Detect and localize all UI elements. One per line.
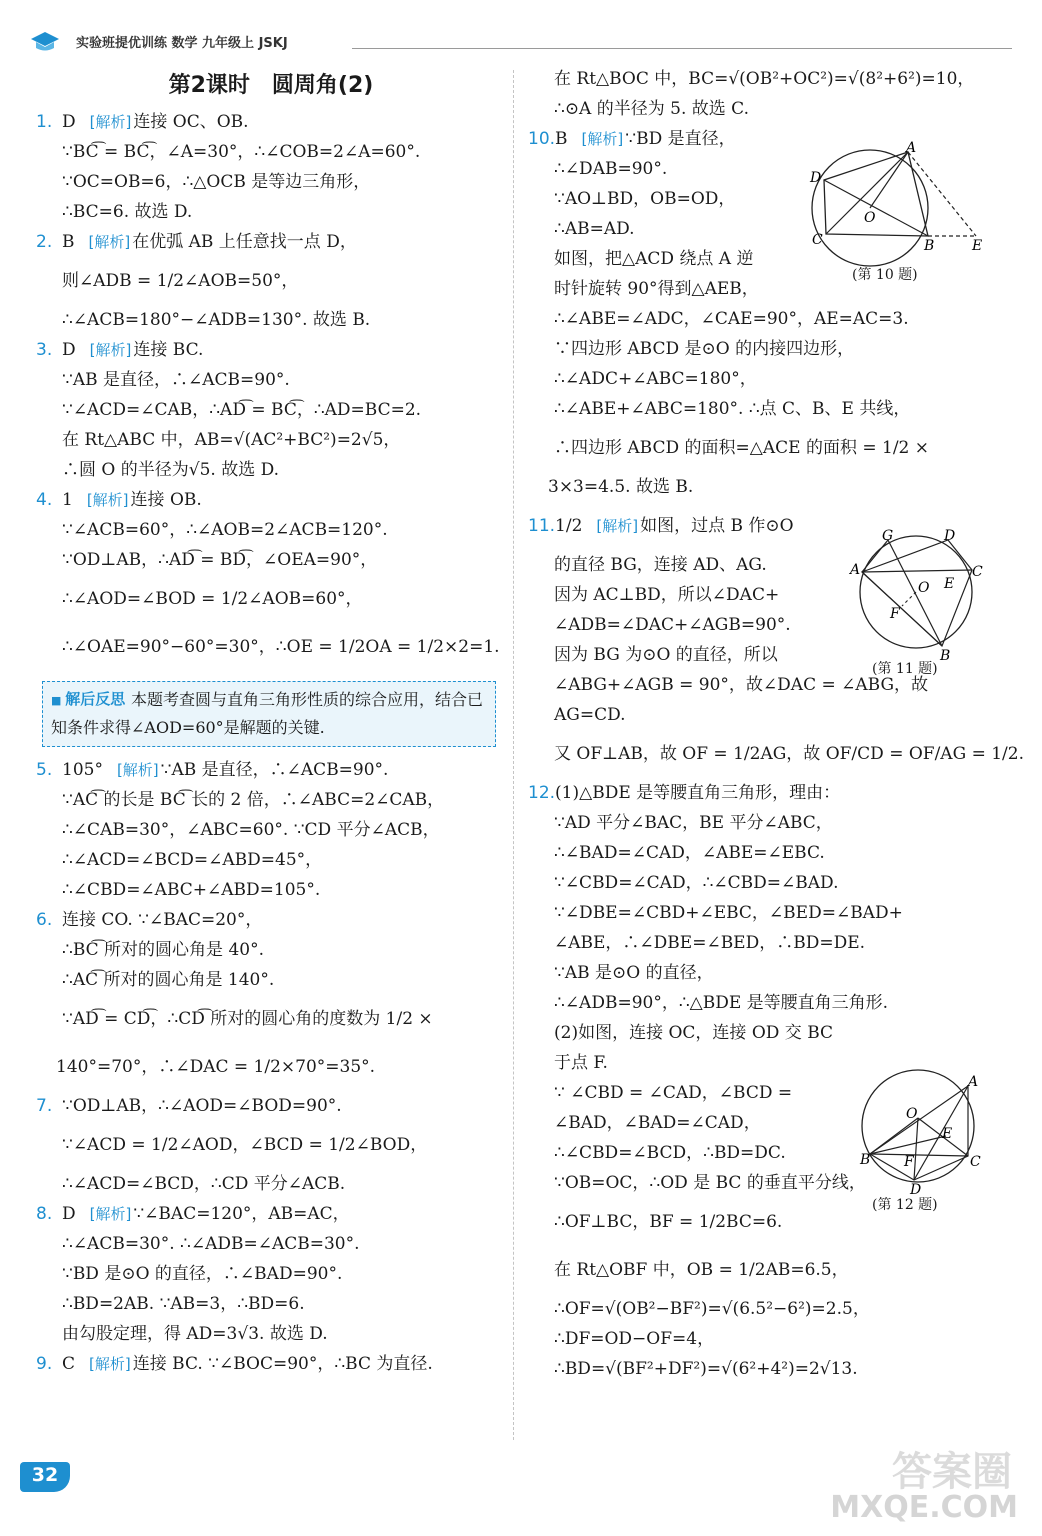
solution-line [528,94,998,124]
fig10-label-C: C [812,232,823,248]
fig10-label-E: E [972,238,983,254]
solution-line [528,1354,998,1384]
answer-choice: 1/2 [555,516,583,536]
solution-line [528,988,998,1018]
solution-line [36,107,506,137]
fig11-label-G: G [882,528,894,544]
question-number: 3. [36,340,53,360]
solution-line [36,1229,506,1259]
solution-line [36,845,506,875]
solution-text: ∴圆 O 的半径为√5. 故选 D. [62,460,280,480]
solution-text: 由勾股定理，得 AD=3√3. 故选 D. [62,1324,328,1344]
solution-text: ∴∠AOD=∠BOD = 1/2∠AOB=60°， [62,589,363,609]
reflection-box [42,681,496,747]
fig12-label-D: D [910,1182,922,1196]
solution-line [36,365,506,395]
figure-10-diagram [808,140,998,270]
solution-text: ∵∠CBD=∠CAD，∴∠CBD=∠BAD. [554,873,839,893]
solution-line [528,958,998,988]
solution-text: ∴BC͡ 所对的圆心角是 40°. [62,940,264,960]
solution-text: ∴四边形 ABCD 的面积=△ACE 的面积 = 1/2 × [554,438,930,458]
solution-text: 在 Rt△BOC 中，BC=√(OB²+OC²)=√(8²+6²)=10， [554,69,975,89]
solution-text: ∵AO⊥BD，OB=OD， [554,189,736,209]
solution-line [36,257,506,305]
figure-10 [808,140,998,290]
solution-text: ∴∠CBD=∠ABC+∠ABD=105°. [62,880,321,900]
solution-line [36,1349,506,1379]
solution-text: 因为 BG 为⊙O 的直径，所以 [554,645,778,665]
analysis-tag: [解析] [116,761,159,779]
solution-text: ∴BD=2AB. ∵AB=3，∴BD=6. [62,1294,305,1314]
solution-text: ∵AB 是直径，∴∠ACB=90°. [160,760,389,780]
solution-line [528,394,998,424]
answer-choice: B [555,129,568,149]
solution-text: (1)△BDE 是等腰直角三角形，理由： [555,783,841,803]
fig12-label-A: A [968,1074,979,1090]
solution-text: ∵∠ACD=∠CAB，∴AD͡ = BC͡，∴AD=BC=2. [62,400,422,420]
solution-line [36,785,506,815]
answer-choice: C [62,1354,76,1374]
solution-text: 在 Rt△ABC 中，AB=√(AC²+BC²)=2√5， [62,430,401,450]
solution-line [36,815,506,845]
solution-text: (2)如图，连接 OC，连接 OD 交 BC [554,1023,834,1043]
solution-text: 时针旋转 90°得到△AEB， [554,279,759,299]
solution-line [528,700,998,730]
answer-choice: D [62,1204,76,1224]
solution-line [36,455,506,485]
solution-text: 连接 CO. ∵∠BAC=20°， [62,910,263,930]
question-number: 8. [36,1204,53,1224]
solution-text: 连接 BC. [133,340,204,360]
solution-text: ∵∠DBE=∠CBD+∠EBC，∠BED=∠BAD+ [554,903,903,923]
analysis-tag: [解析] [89,1355,131,1373]
answer-choice: D [62,112,76,132]
solution-text: ∵四边形 ABCD 是⊙O 的内接四边形， [554,339,855,359]
analysis-tag: [解析] [89,1205,132,1223]
section-title: 第2课时 圆周角(2) [168,73,374,98]
fig12-label-C: C [970,1154,981,1170]
solution-text: 如图，把△ACD 绕点 A 逆 [554,249,754,269]
watermark-logo-text: 答案圈 [892,1448,1012,1495]
solution-line [36,137,506,167]
solution-line [36,305,506,335]
solution-line [36,395,506,425]
fig10-label-B: B [924,238,935,254]
figure-10-caption: (第 10 题) [852,267,918,283]
solution-line [36,1043,506,1091]
page-number: 32 [31,1464,59,1486]
fig12-label-E: E [942,1126,953,1142]
question-number: 2. [36,232,53,252]
solution-text: 在优弧 AB 上任意找一点 D， [132,232,357,252]
solution-text: AG=CD. [554,705,626,725]
solution-text: ∵AB 是⊙O 的直径， [554,963,714,983]
solution-text: ∠BAD，∠BAD=∠CAD， [554,1113,761,1133]
fig10-label-O: O [864,210,876,226]
fig10-label-D: D [810,170,822,186]
reflection-text: 本题考查圆与直角三角形性质的综合应用，结合已知条件求得∠AOD=60°是解题的关键. [51,690,484,737]
solution-text: ∵AC͡ 的长是 BC͡ 长的 2 倍，∴∠ABC=2∠CAB， [62,790,445,810]
solution-text: ∵∠BAC=120°，AB=AC， [133,1204,350,1224]
solution-line [528,334,998,364]
solution-line [528,424,998,472]
figure-12-caption: (第 12 题) [872,1197,938,1213]
reflection-tag: ■ 解后反思 [51,688,125,709]
analysis-tag: [解析] [89,113,132,131]
fig11-label-O: O [918,580,930,596]
solution-line [36,755,506,785]
solution-text: ∴∠ABE=∠ADC，∠CAE=90°，AE=AC=3. [554,309,909,329]
solution-line [36,935,506,965]
solution-text: ∴∠ACB=30°. ∴∠ADB=∠ACB=30°. [62,1234,360,1254]
solution-line [36,875,506,905]
solution-text: ∴∠DAB=90°. [554,159,668,179]
solution-text: 连接 OB. [130,490,202,510]
solution-line [528,868,998,898]
solution-line [528,1018,998,1048]
solution-text: ∴BC=6. 故选 D. [62,202,193,222]
solution-text: ∵ ∠CBD = ∠CAD，∠BCD = [554,1083,793,1103]
solution-line [36,1259,506,1289]
solution-line [36,545,506,575]
analysis-tag: [解析] [89,341,132,359]
analysis-tag: [解析] [86,491,129,509]
fig12-label-O: O [906,1106,918,1122]
figure-11-caption: (第 11 题) [872,661,938,677]
answer-choice: D [62,340,76,360]
solution-text: ∴⊙A 的半径为 5. 故选 C. [554,99,749,119]
solution-line [528,472,998,502]
solution-text: ∴∠ADC+∠ABC=180°， [554,369,757,389]
solution-line [36,515,506,545]
fig10-label-A: A [906,140,917,156]
left-lines [36,107,506,671]
column-divider [513,70,515,1440]
question-number: 6. [36,910,53,930]
answer-choice: 105° [62,760,103,780]
solution-text: ∴OF⊥BC，BF = 1/2BC=6. [554,1212,783,1232]
fig11-label-B: B [940,648,951,662]
solution-text: ∴∠ABE+∠ABC=180°. ∴点 C、B、E 共线， [554,399,911,419]
solution-text: 则∠ADB = 1/2∠AOB=50°， [62,271,299,291]
page-number-badge [20,1462,70,1492]
header-title: 实验班提优训练 数学 九年级上 JSKJ [76,36,288,51]
solution-text: ∠ADB=∠DAC+∠AGB=90°. [554,615,791,635]
solution-line [36,905,506,935]
solution-text: 在 Rt△OBF 中，OB = 1/2AB=6.5， [554,1260,849,1280]
solution-text: ∵AD͡ = CD͡，∴CD͡ 所对的圆心角的度数为 1/2 × [62,1009,433,1029]
solution-text: ∴∠CBD=∠BCD，∴BD=DC. [554,1143,786,1163]
solution-line [528,730,1024,778]
watermark-site-text: MXQE.COM [830,1490,1018,1525]
solution-line [36,575,506,623]
figure-12 [858,1066,998,1216]
solution-line [528,304,998,334]
solution-text: 连接 BC. ∵∠BOC=90°，∴BC 为直径. [132,1354,433,1374]
solution-line [36,227,506,257]
analysis-tag: [解析] [596,517,639,535]
solution-text: ∵BD 是⊙O 的直径，∴∠BAD=90°. [62,1264,343,1284]
solution-line [36,965,506,995]
solution-line [528,898,998,928]
solution-text: ∵BD 是直径， [625,129,736,149]
solution-text: ∵BC͡ = BC͡，∠A=30°，∴∠COB=2∠A=60°. [62,142,421,162]
solution-line [36,167,506,197]
analysis-tag: [解析] [581,130,624,148]
solution-line [36,425,506,455]
solution-text: 的直径 BG，连接 AD、AG. [554,555,767,575]
solution-line [36,1319,506,1349]
question-number: 1. [36,112,53,132]
solution-line [36,335,506,365]
solution-text: 如图，过点 B 作⊙O [640,516,794,536]
solution-text: ∴DF=OD−OF=4， [554,1329,715,1349]
left-lines-2 [36,755,506,1379]
solution-line [528,64,998,94]
solution-text: ∴∠CAB=30°，∠ABC=60°. ∵CD 平分∠ACB， [62,820,440,840]
left-column [36,64,506,1379]
solution-text: 于点 F. [554,1053,608,1073]
solution-line [36,1091,506,1121]
solution-text: ∴BD=√(BF²+DF²)=√(6²+4²)=2√13. [554,1359,858,1379]
header-rule [352,48,1012,49]
solution-line [528,778,998,808]
fig11-label-E: E [944,576,955,592]
solution-text: ∵AD 平分∠BAC，BE 平分∠ABC， [554,813,833,833]
solution-line [36,995,506,1043]
solution-text: ∵OC=OB=6，∴△OCB 是等边三角形， [62,172,371,192]
solution-line [36,1289,506,1319]
solution-text: ∴∠OAE=90°−60°=30°，∴OE = 1/2OA = 1/2×2=1. [62,637,500,657]
solution-text: ∵OD⊥AB，∴∠AOD=∠BOD=90°. [62,1096,342,1116]
solution-text: 连接 OC、OB. [133,112,249,132]
solution-text: 因为 AC⊥BD，所以∠DAC+ [554,585,780,605]
fig12-label-F: F [904,1154,914,1170]
question-number: 12. [528,783,556,803]
solution-line [36,1199,506,1229]
answer-choice: 1 [62,490,73,510]
question-number: 10. [528,129,556,149]
solution-text: ∠ABG+∠AGB = 90°，故∠DAC = ∠ABG，故 [554,675,929,695]
solution-text: ∵OB=OC，∴OD 是 BC 的垂直平分线， [554,1173,866,1193]
solution-line [528,364,998,394]
question-number: 7. [36,1096,53,1116]
fig12-label-B: B [860,1152,871,1168]
fig11-label-A: A [850,562,861,578]
solution-text: ∠ABE，∴∠DBE=∠BED，∴BD=DE. [554,933,866,953]
solution-line [36,485,506,515]
solution-line [36,1121,506,1169]
solution-text: ∵∠ACB=60°，∴∠AOB=2∠ACB=120°. [62,520,388,540]
page-header [30,28,990,58]
solution-line [528,1294,998,1324]
solution-text: ∵AB 是直径，∴∠ACB=90°. [62,370,290,390]
solution-line [528,838,998,868]
solution-text: 3×3=4.5. 故选 B. [548,477,694,497]
question-number: 11. [528,516,556,536]
solution-line [528,808,998,838]
figure-12-diagram [858,1066,998,1196]
figure-11 [848,528,998,678]
solution-line [36,1169,506,1199]
solution-line [528,928,998,958]
fig11-label-D: D [944,528,956,544]
solution-line [36,623,506,671]
solution-line [36,197,506,227]
solution-text: ∵∠ACD = 1/2∠AOD，∠BCD = 1/2∠BOD， [62,1135,428,1155]
solution-line [528,1246,998,1294]
fig11-label-F: F [890,606,900,622]
solution-text: ∵OD⊥AB，∴AD͡ = BD͡，∠OEA=90°， [62,550,378,570]
watermark [830,1440,1018,1526]
solution-text: ∴∠ACB=180°−∠ADB=130°. 故选 B. [62,310,371,330]
question-number: 9. [36,1354,53,1374]
fig11-label-C: C [972,564,983,580]
analysis-tag: [解析] [88,233,131,251]
solution-text: ∴∠BAD=∠CAD，∠ABE=∠EBC. [554,843,825,863]
solution-text: 又 OF⊥AB，故 OF = 1/2AG，故 OF/CD = OF/AG = 1/2. [554,744,1024,764]
solution-text: 140°=70°，∴∠DAC = 1/2×70°=35°. [56,1057,376,1077]
figure-11-diagram [848,528,998,662]
question-number: 4. [36,490,53,510]
answer-choice: B [62,232,75,252]
solution-text: ∴OF=√(OB²−BF²)=√(6.5²−6²)=2.5， [554,1299,870,1319]
solution-line [528,1324,998,1354]
question-number: 5. [36,760,53,780]
solution-text: ∴AB=AD. [554,219,635,239]
solution-text: ∴AC͡ 所对的圆心角是 140°. [62,970,275,990]
solution-text: ∴∠ACD=∠BCD=∠ABD=45°， [62,850,323,870]
solution-text: ∴∠ACD=∠BCD，∴CD 平分∠ACB. [62,1174,346,1194]
book-logo-icon [30,30,60,54]
solution-text: ∴∠ADB=90°，∴△BDE 是等腰直角三角形. [554,993,889,1013]
